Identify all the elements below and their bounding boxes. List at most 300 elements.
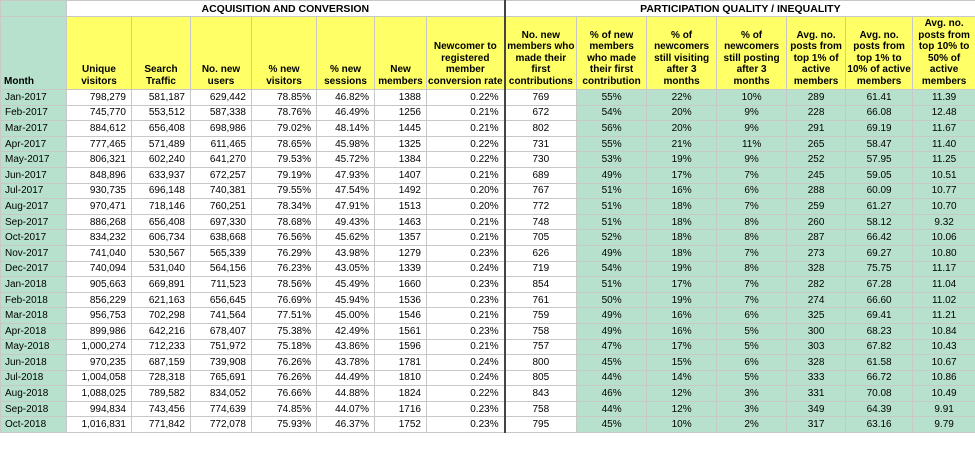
cell-new-members[interactable]: 1781: [375, 355, 427, 371]
cell-unique-visitors[interactable]: 970,235: [67, 355, 132, 371]
cell-pct-new-visitors[interactable]: 79.55%: [252, 183, 317, 199]
cell-unique-visitors[interactable]: 1,088,025: [67, 386, 132, 402]
cell-month[interactable]: Mar-2017: [1, 121, 67, 137]
cell-new-users[interactable]: 772,078: [191, 417, 252, 433]
cell-still-posting[interactable]: 6%: [717, 308, 787, 324]
cell-search-traffic[interactable]: 669,891: [132, 277, 191, 293]
col-header-first-contributions[interactable]: No. new members who made their first contributions: [505, 17, 577, 90]
cell-still-visiting[interactable]: 19%: [647, 261, 717, 277]
cell-pct-first-contribution[interactable]: 55%: [577, 90, 647, 106]
cell-new-users[interactable]: 740,381: [191, 183, 252, 199]
cell-month[interactable]: Jun-2018: [1, 355, 67, 371]
cell-unique-visitors[interactable]: 899,986: [67, 323, 132, 339]
cell-still-visiting[interactable]: 17%: [647, 277, 717, 293]
cell-still-posting[interactable]: 5%: [717, 370, 787, 386]
cell-unique-visitors[interactable]: 1,000,274: [67, 339, 132, 355]
cell-pct-new-sessions[interactable]: 45.49%: [317, 277, 375, 293]
cell-month[interactable]: Apr-2018: [1, 323, 67, 339]
cell-unique-visitors[interactable]: 970,471: [67, 199, 132, 215]
cell-still-visiting[interactable]: 10%: [647, 417, 717, 433]
cell-top1-10-posts[interactable]: 60.09: [846, 183, 913, 199]
cell-new-users[interactable]: 638,668: [191, 230, 252, 246]
cell-pct-first-contribution[interactable]: 51%: [577, 277, 647, 293]
cell-new-users[interactable]: 629,442: [191, 90, 252, 106]
cell-pct-first-contribution[interactable]: 44%: [577, 401, 647, 417]
cell-new-members[interactable]: 1536: [375, 292, 427, 308]
cell-still-posting[interactable]: 5%: [717, 323, 787, 339]
cell-new-members[interactable]: 1384: [375, 152, 427, 168]
cell-pct-new-visitors[interactable]: 78.76%: [252, 105, 317, 121]
cell-search-traffic[interactable]: 718,146: [132, 199, 191, 215]
cell-still-visiting[interactable]: 19%: [647, 152, 717, 168]
cell-unique-visitors[interactable]: 806,321: [67, 152, 132, 168]
cell-top10-50-posts[interactable]: 10.70: [913, 199, 975, 215]
cell-search-traffic[interactable]: 656,408: [132, 121, 191, 137]
cell-new-members[interactable]: 1325: [375, 136, 427, 152]
cell-still-visiting[interactable]: 20%: [647, 121, 717, 137]
cell-pct-new-sessions[interactable]: 42.49%: [317, 323, 375, 339]
cell-pct-new-visitors[interactable]: 78.85%: [252, 90, 317, 106]
cell-conversion-rate[interactable]: 0.22%: [427, 90, 505, 106]
cell-search-traffic[interactable]: 530,567: [132, 245, 191, 261]
cell-first-contributions[interactable]: 761: [505, 292, 577, 308]
cell-top1-posts[interactable]: 252: [787, 152, 846, 168]
cell-month[interactable]: Apr-2017: [1, 136, 67, 152]
cell-top1-10-posts[interactable]: 66.72: [846, 370, 913, 386]
cell-conversion-rate[interactable]: 0.23%: [427, 417, 505, 433]
cell-first-contributions[interactable]: 800: [505, 355, 577, 371]
acquisition-section-title[interactable]: ACQUISITION AND CONVERSION: [67, 1, 505, 17]
cell-top1-10-posts[interactable]: 61.41: [846, 90, 913, 106]
cell-pct-new-sessions[interactable]: 47.93%: [317, 167, 375, 183]
cell-search-traffic[interactable]: 771,842: [132, 417, 191, 433]
cell-conversion-rate[interactable]: 0.21%: [427, 121, 505, 137]
cell-first-contributions[interactable]: 719: [505, 261, 577, 277]
cell-top10-50-posts[interactable]: 9.91: [913, 401, 975, 417]
cell-top10-50-posts[interactable]: 10.67: [913, 355, 975, 371]
cell-month[interactable]: May-2018: [1, 339, 67, 355]
cell-top1-posts[interactable]: 287: [787, 230, 846, 246]
cell-still-posting[interactable]: 11%: [717, 136, 787, 152]
cell-top1-10-posts[interactable]: 57.95: [846, 152, 913, 168]
participation-section-title[interactable]: PARTICIPATION QUALITY / INEQUALITY: [505, 1, 975, 17]
cell-first-contributions[interactable]: 805: [505, 370, 577, 386]
cell-first-contributions[interactable]: 758: [505, 323, 577, 339]
cell-top1-posts[interactable]: 331: [787, 386, 846, 402]
cell-month[interactable]: Jul-2017: [1, 183, 67, 199]
cell-top1-posts[interactable]: 325: [787, 308, 846, 324]
col-header-top1-10-posts[interactable]: Avg. no. posts from top 1% to 10% of active members: [846, 17, 913, 90]
cell-top1-posts[interactable]: 303: [787, 339, 846, 355]
cell-top1-10-posts[interactable]: 66.08: [846, 105, 913, 121]
cell-still-visiting[interactable]: 18%: [647, 199, 717, 215]
cell-pct-new-visitors[interactable]: 75.18%: [252, 339, 317, 355]
cell-new-users[interactable]: 587,338: [191, 105, 252, 121]
cell-top10-50-posts[interactable]: 10.51: [913, 167, 975, 183]
cell-top10-50-posts[interactable]: 11.21: [913, 308, 975, 324]
cell-new-members[interactable]: 1256: [375, 105, 427, 121]
cell-still-posting[interactable]: 7%: [717, 167, 787, 183]
cell-top1-10-posts[interactable]: 67.82: [846, 339, 913, 355]
cell-conversion-rate[interactable]: 0.23%: [427, 277, 505, 293]
cell-top1-posts[interactable]: 265: [787, 136, 846, 152]
cell-pct-new-sessions[interactable]: 44.07%: [317, 401, 375, 417]
cell-new-members[interactable]: 1407: [375, 167, 427, 183]
cell-month[interactable]: Sep-2017: [1, 214, 67, 230]
cell-top10-50-posts[interactable]: 11.39: [913, 90, 975, 106]
col-header-new-members[interactable]: New members: [375, 17, 427, 90]
cell-top1-10-posts[interactable]: 66.42: [846, 230, 913, 246]
cell-top1-10-posts[interactable]: 58.47: [846, 136, 913, 152]
cell-top1-posts[interactable]: 333: [787, 370, 846, 386]
cell-top1-10-posts[interactable]: 66.60: [846, 292, 913, 308]
col-header-top1-posts[interactable]: Avg. no. posts from top 1% of active members: [787, 17, 846, 90]
cell-new-users[interactable]: 741,564: [191, 308, 252, 324]
cell-conversion-rate[interactable]: 0.23%: [427, 401, 505, 417]
cell-new-users[interactable]: 678,407: [191, 323, 252, 339]
cell-pct-new-sessions[interactable]: 47.91%: [317, 199, 375, 215]
cell-conversion-rate[interactable]: 0.21%: [427, 214, 505, 230]
cell-still-visiting[interactable]: 18%: [647, 230, 717, 246]
cell-search-traffic[interactable]: 743,456: [132, 401, 191, 417]
cell-top1-posts[interactable]: 300: [787, 323, 846, 339]
cell-new-members[interactable]: 1752: [375, 417, 427, 433]
cell-still-posting[interactable]: 2%: [717, 417, 787, 433]
cell-unique-visitors[interactable]: 848,896: [67, 167, 132, 183]
cell-pct-new-visitors[interactable]: 79.02%: [252, 121, 317, 137]
cell-top10-50-posts[interactable]: 11.02: [913, 292, 975, 308]
cell-unique-visitors[interactable]: 930,735: [67, 183, 132, 199]
cell-top10-50-posts[interactable]: 11.67: [913, 121, 975, 137]
cell-pct-new-sessions[interactable]: 48.14%: [317, 121, 375, 137]
cell-new-users[interactable]: 774,639: [191, 401, 252, 417]
cell-new-members[interactable]: 1388: [375, 90, 427, 106]
cell-new-users[interactable]: 698,986: [191, 121, 252, 137]
cell-pct-first-contribution[interactable]: 50%: [577, 292, 647, 308]
cell-month[interactable]: Feb-2017: [1, 105, 67, 121]
cell-conversion-rate[interactable]: 0.20%: [427, 199, 505, 215]
cell-new-users[interactable]: 751,972: [191, 339, 252, 355]
cell-new-users[interactable]: 564,156: [191, 261, 252, 277]
cell-pct-first-contribution[interactable]: 51%: [577, 214, 647, 230]
col-header-month[interactable]: Month: [1, 17, 67, 90]
cell-still-posting[interactable]: 8%: [717, 261, 787, 277]
cell-top10-50-posts[interactable]: 10.84: [913, 323, 975, 339]
cell-pct-new-sessions[interactable]: 44.49%: [317, 370, 375, 386]
cell-first-contributions[interactable]: 689: [505, 167, 577, 183]
cell-pct-new-sessions[interactable]: 49.43%: [317, 214, 375, 230]
cell-new-members[interactable]: 1810: [375, 370, 427, 386]
cell-pct-new-visitors[interactable]: 76.29%: [252, 245, 317, 261]
cell-top1-posts[interactable]: 328: [787, 355, 846, 371]
cell-pct-new-visitors[interactable]: 79.53%: [252, 152, 317, 168]
cell-pct-new-sessions[interactable]: 44.88%: [317, 386, 375, 402]
cell-pct-new-sessions[interactable]: 43.05%: [317, 261, 375, 277]
col-header-still-visiting[interactable]: % of newcomers still visiting after 3 months: [647, 17, 717, 90]
cell-conversion-rate[interactable]: 0.21%: [427, 167, 505, 183]
cell-unique-visitors[interactable]: 856,229: [67, 292, 132, 308]
cell-first-contributions[interactable]: 705: [505, 230, 577, 246]
cell-still-visiting[interactable]: 21%: [647, 136, 717, 152]
cell-conversion-rate[interactable]: 0.20%: [427, 183, 505, 199]
cell-pct-new-visitors[interactable]: 79.19%: [252, 167, 317, 183]
cell-still-visiting[interactable]: 12%: [647, 386, 717, 402]
cell-search-traffic[interactable]: 642,216: [132, 323, 191, 339]
cell-new-members[interactable]: 1279: [375, 245, 427, 261]
cell-month[interactable]: Feb-2018: [1, 292, 67, 308]
cell-top1-10-posts[interactable]: 59.05: [846, 167, 913, 183]
cell-month[interactable]: May-2017: [1, 152, 67, 168]
col-header-pct-new-sessions[interactable]: % new sessions: [317, 17, 375, 90]
cell-new-users[interactable]: 611,465: [191, 136, 252, 152]
cell-conversion-rate[interactable]: 0.24%: [427, 355, 505, 371]
cell-new-members[interactable]: 1492: [375, 183, 427, 199]
cell-search-traffic[interactable]: 656,408: [132, 214, 191, 230]
cell-search-traffic[interactable]: 687,159: [132, 355, 191, 371]
cell-first-contributions[interactable]: 748: [505, 214, 577, 230]
cell-new-users[interactable]: 760,251: [191, 199, 252, 215]
cell-conversion-rate[interactable]: 0.21%: [427, 308, 505, 324]
cell-pct-first-contribution[interactable]: 44%: [577, 370, 647, 386]
cell-top1-posts[interactable]: 273: [787, 245, 846, 261]
col-header-new-users[interactable]: No. new users: [191, 17, 252, 90]
cell-pct-first-contribution[interactable]: 49%: [577, 308, 647, 324]
cell-top1-10-posts[interactable]: 64.39: [846, 401, 913, 417]
cell-pct-first-contribution[interactable]: 53%: [577, 152, 647, 168]
cell-month[interactable]: Aug-2017: [1, 199, 67, 215]
cell-top1-10-posts[interactable]: 69.41: [846, 308, 913, 324]
cell-top10-50-posts[interactable]: 10.86: [913, 370, 975, 386]
cell-pct-new-visitors[interactable]: 76.23%: [252, 261, 317, 277]
cell-unique-visitors[interactable]: 886,268: [67, 214, 132, 230]
cell-pct-new-visitors[interactable]: 76.69%: [252, 292, 317, 308]
cell-search-traffic[interactable]: 531,040: [132, 261, 191, 277]
cell-month[interactable]: Sep-2018: [1, 401, 67, 417]
cell-pct-first-contribution[interactable]: 55%: [577, 136, 647, 152]
cell-top10-50-posts[interactable]: 10.49: [913, 386, 975, 402]
cell-pct-new-sessions[interactable]: 43.86%: [317, 339, 375, 355]
cell-conversion-rate[interactable]: 0.23%: [427, 292, 505, 308]
cell-pct-new-sessions[interactable]: 45.72%: [317, 152, 375, 168]
cell-unique-visitors[interactable]: 740,094: [67, 261, 132, 277]
cell-still-visiting[interactable]: 18%: [647, 245, 717, 261]
cell-still-visiting[interactable]: 14%: [647, 370, 717, 386]
cell-month[interactable]: Aug-2018: [1, 386, 67, 402]
cell-new-members[interactable]: 1445: [375, 121, 427, 137]
col-header-pct-first-contribution[interactable]: % of new members who made their first contribution: [577, 17, 647, 90]
cell-unique-visitors[interactable]: 956,753: [67, 308, 132, 324]
cell-still-posting[interactable]: 3%: [717, 386, 787, 402]
cell-top10-50-posts[interactable]: 10.43: [913, 339, 975, 355]
cell-top10-50-posts[interactable]: 11.17: [913, 261, 975, 277]
cell-search-traffic[interactable]: 602,240: [132, 152, 191, 168]
cell-new-members[interactable]: 1596: [375, 339, 427, 355]
cell-search-traffic[interactable]: 702,298: [132, 308, 191, 324]
cell-top1-posts[interactable]: 328: [787, 261, 846, 277]
cell-month[interactable]: Jul-2018: [1, 370, 67, 386]
cell-top1-posts[interactable]: 274: [787, 292, 846, 308]
col-header-unique-visitors[interactable]: Unique visitors: [67, 17, 132, 90]
cell-still-posting[interactable]: 9%: [717, 121, 787, 137]
cell-conversion-rate[interactable]: 0.21%: [427, 105, 505, 121]
cell-first-contributions[interactable]: 759: [505, 308, 577, 324]
cell-pct-new-sessions[interactable]: 43.98%: [317, 245, 375, 261]
cell-pct-new-visitors[interactable]: 76.56%: [252, 230, 317, 246]
cell-still-visiting[interactable]: 16%: [647, 308, 717, 324]
cell-first-contributions[interactable]: 772: [505, 199, 577, 215]
cell-first-contributions[interactable]: 767: [505, 183, 577, 199]
cell-top1-posts[interactable]: 291: [787, 121, 846, 137]
cell-first-contributions[interactable]: 730: [505, 152, 577, 168]
cell-pct-first-contribution[interactable]: 52%: [577, 230, 647, 246]
cell-conversion-rate[interactable]: 0.24%: [427, 370, 505, 386]
cell-top1-10-posts[interactable]: 75.75: [846, 261, 913, 277]
col-header-search-traffic[interactable]: Search Traffic: [132, 17, 191, 90]
cell-new-members[interactable]: 1357: [375, 230, 427, 246]
cell-still-posting[interactable]: 7%: [717, 199, 787, 215]
cell-pct-first-contribution[interactable]: 49%: [577, 323, 647, 339]
cell-pct-first-contribution[interactable]: 51%: [577, 183, 647, 199]
cell-search-traffic[interactable]: 696,148: [132, 183, 191, 199]
cell-new-members[interactable]: 1660: [375, 277, 427, 293]
cell-still-visiting[interactable]: 19%: [647, 292, 717, 308]
cell-conversion-rate[interactable]: 0.21%: [427, 339, 505, 355]
cell-search-traffic[interactable]: 581,187: [132, 90, 191, 106]
cell-top1-10-posts[interactable]: 58.12: [846, 214, 913, 230]
cell-top1-10-posts[interactable]: 67.28: [846, 277, 913, 293]
cell-top10-50-posts[interactable]: 11.04: [913, 277, 975, 293]
cell-month[interactable]: Jun-2017: [1, 167, 67, 183]
cell-pct-new-visitors[interactable]: 78.34%: [252, 199, 317, 215]
cell-first-contributions[interactable]: 758: [505, 401, 577, 417]
cell-unique-visitors[interactable]: 798,279: [67, 90, 132, 106]
cell-still-posting[interactable]: 7%: [717, 292, 787, 308]
cell-unique-visitors[interactable]: 745,770: [67, 105, 132, 121]
cell-still-posting[interactable]: 5%: [717, 339, 787, 355]
cell-conversion-rate[interactable]: 0.22%: [427, 386, 505, 402]
cell-still-posting[interactable]: 7%: [717, 245, 787, 261]
cell-top1-posts[interactable]: 259: [787, 199, 846, 215]
cell-top1-posts[interactable]: 288: [787, 183, 846, 199]
cell-still-visiting[interactable]: 20%: [647, 105, 717, 121]
cell-pct-new-sessions[interactable]: 43.78%: [317, 355, 375, 371]
cell-pct-new-sessions[interactable]: 45.00%: [317, 308, 375, 324]
cell-first-contributions[interactable]: 854: [505, 277, 577, 293]
cell-conversion-rate[interactable]: 0.22%: [427, 152, 505, 168]
cell-pct-new-visitors[interactable]: 75.38%: [252, 323, 317, 339]
cell-unique-visitors[interactable]: 834,232: [67, 230, 132, 246]
cell-top1-10-posts[interactable]: 61.58: [846, 355, 913, 371]
cell-new-users[interactable]: 697,330: [191, 214, 252, 230]
cell-pct-new-visitors[interactable]: 78.65%: [252, 136, 317, 152]
cell-pct-first-contribution[interactable]: 49%: [577, 245, 647, 261]
cell-still-posting[interactable]: 9%: [717, 105, 787, 121]
col-header-conversion-rate[interactable]: Newcomer to registered member conversion rate: [427, 17, 505, 90]
cell-still-posting[interactable]: 7%: [717, 277, 787, 293]
cell-search-traffic[interactable]: 621,163: [132, 292, 191, 308]
cell-top1-posts[interactable]: 317: [787, 417, 846, 433]
cell-month[interactable]: Jan-2017: [1, 90, 67, 106]
cell-unique-visitors[interactable]: 1,016,831: [67, 417, 132, 433]
cell-still-visiting[interactable]: 12%: [647, 401, 717, 417]
cell-still-visiting[interactable]: 16%: [647, 183, 717, 199]
cell-top10-50-posts[interactable]: 9.32: [913, 214, 975, 230]
col-header-pct-new-visitors[interactable]: % new visitors: [252, 17, 317, 90]
cell-new-users[interactable]: 641,270: [191, 152, 252, 168]
cell-new-users[interactable]: 565,339: [191, 245, 252, 261]
col-header-still-posting[interactable]: % of newcomers still posting after 3 months: [717, 17, 787, 90]
cell-unique-visitors[interactable]: 1,004,058: [67, 370, 132, 386]
cell-unique-visitors[interactable]: 994,834: [67, 401, 132, 417]
cell-top10-50-posts[interactable]: 10.06: [913, 230, 975, 246]
cell-first-contributions[interactable]: 769: [505, 90, 577, 106]
cell-still-posting[interactable]: 8%: [717, 214, 787, 230]
cell-first-contributions[interactable]: 843: [505, 386, 577, 402]
cell-first-contributions[interactable]: 795: [505, 417, 577, 433]
cell-still-visiting[interactable]: 15%: [647, 355, 717, 371]
cell-top10-50-posts[interactable]: 9.79: [913, 417, 975, 433]
cell-pct-new-visitors[interactable]: 76.66%: [252, 386, 317, 402]
cell-pct-new-sessions[interactable]: 45.98%: [317, 136, 375, 152]
col-header-top10-50-posts[interactable]: Avg. no. posts from top 10% to 50% of active members: [913, 17, 975, 90]
cell-pct-new-visitors[interactable]: 78.56%: [252, 277, 317, 293]
cell-month[interactable]: Jan-2018: [1, 277, 67, 293]
cell-new-members[interactable]: 1546: [375, 308, 427, 324]
cell-search-traffic[interactable]: 571,489: [132, 136, 191, 152]
cell-pct-first-contribution[interactable]: 51%: [577, 199, 647, 215]
cell-pct-new-visitors[interactable]: 75.93%: [252, 417, 317, 433]
cell-still-posting[interactable]: 8%: [717, 230, 787, 246]
cell-search-traffic[interactable]: 606,734: [132, 230, 191, 246]
cell-first-contributions[interactable]: 802: [505, 121, 577, 137]
cell-new-users[interactable]: 656,645: [191, 292, 252, 308]
cell-conversion-rate[interactable]: 0.23%: [427, 323, 505, 339]
cell-new-members[interactable]: 1561: [375, 323, 427, 339]
cell-pct-new-visitors[interactable]: 74.85%: [252, 401, 317, 417]
cell-pct-first-contribution[interactable]: 56%: [577, 121, 647, 137]
cell-top1-posts[interactable]: 282: [787, 277, 846, 293]
cell-new-users[interactable]: 834,052: [191, 386, 252, 402]
cell-top1-10-posts[interactable]: 68.23: [846, 323, 913, 339]
cell-top10-50-posts[interactable]: 12.48: [913, 105, 975, 121]
cell-still-visiting[interactable]: 17%: [647, 167, 717, 183]
cell-pct-new-sessions[interactable]: 46.82%: [317, 90, 375, 106]
cell-top10-50-posts[interactable]: 10.80: [913, 245, 975, 261]
cell-still-posting[interactable]: 6%: [717, 355, 787, 371]
cell-first-contributions[interactable]: 757: [505, 339, 577, 355]
cell-top1-10-posts[interactable]: 69.19: [846, 121, 913, 137]
cell-new-users[interactable]: 672,257: [191, 167, 252, 183]
cell-new-members[interactable]: 1716: [375, 401, 427, 417]
cell-still-visiting[interactable]: 22%: [647, 90, 717, 106]
cell-conversion-rate[interactable]: 0.23%: [427, 245, 505, 261]
cell-search-traffic[interactable]: 712,233: [132, 339, 191, 355]
cell-top1-10-posts[interactable]: 69.27: [846, 245, 913, 261]
cell-first-contributions[interactable]: 731: [505, 136, 577, 152]
cell-top10-50-posts[interactable]: 11.25: [913, 152, 975, 168]
cell-unique-visitors[interactable]: 884,612: [67, 121, 132, 137]
cell-top1-10-posts[interactable]: 63.16: [846, 417, 913, 433]
cell-pct-first-contribution[interactable]: 49%: [577, 167, 647, 183]
cell-top1-10-posts[interactable]: 70.08: [846, 386, 913, 402]
cell-conversion-rate[interactable]: 0.21%: [427, 230, 505, 246]
cell-new-members[interactable]: 1513: [375, 199, 427, 215]
cell-pct-new-visitors[interactable]: 78.68%: [252, 214, 317, 230]
cell-top1-posts[interactable]: 349: [787, 401, 846, 417]
cell-new-users[interactable]: 765,691: [191, 370, 252, 386]
cell-unique-visitors[interactable]: 741,040: [67, 245, 132, 261]
cell-still-visiting[interactable]: 16%: [647, 323, 717, 339]
